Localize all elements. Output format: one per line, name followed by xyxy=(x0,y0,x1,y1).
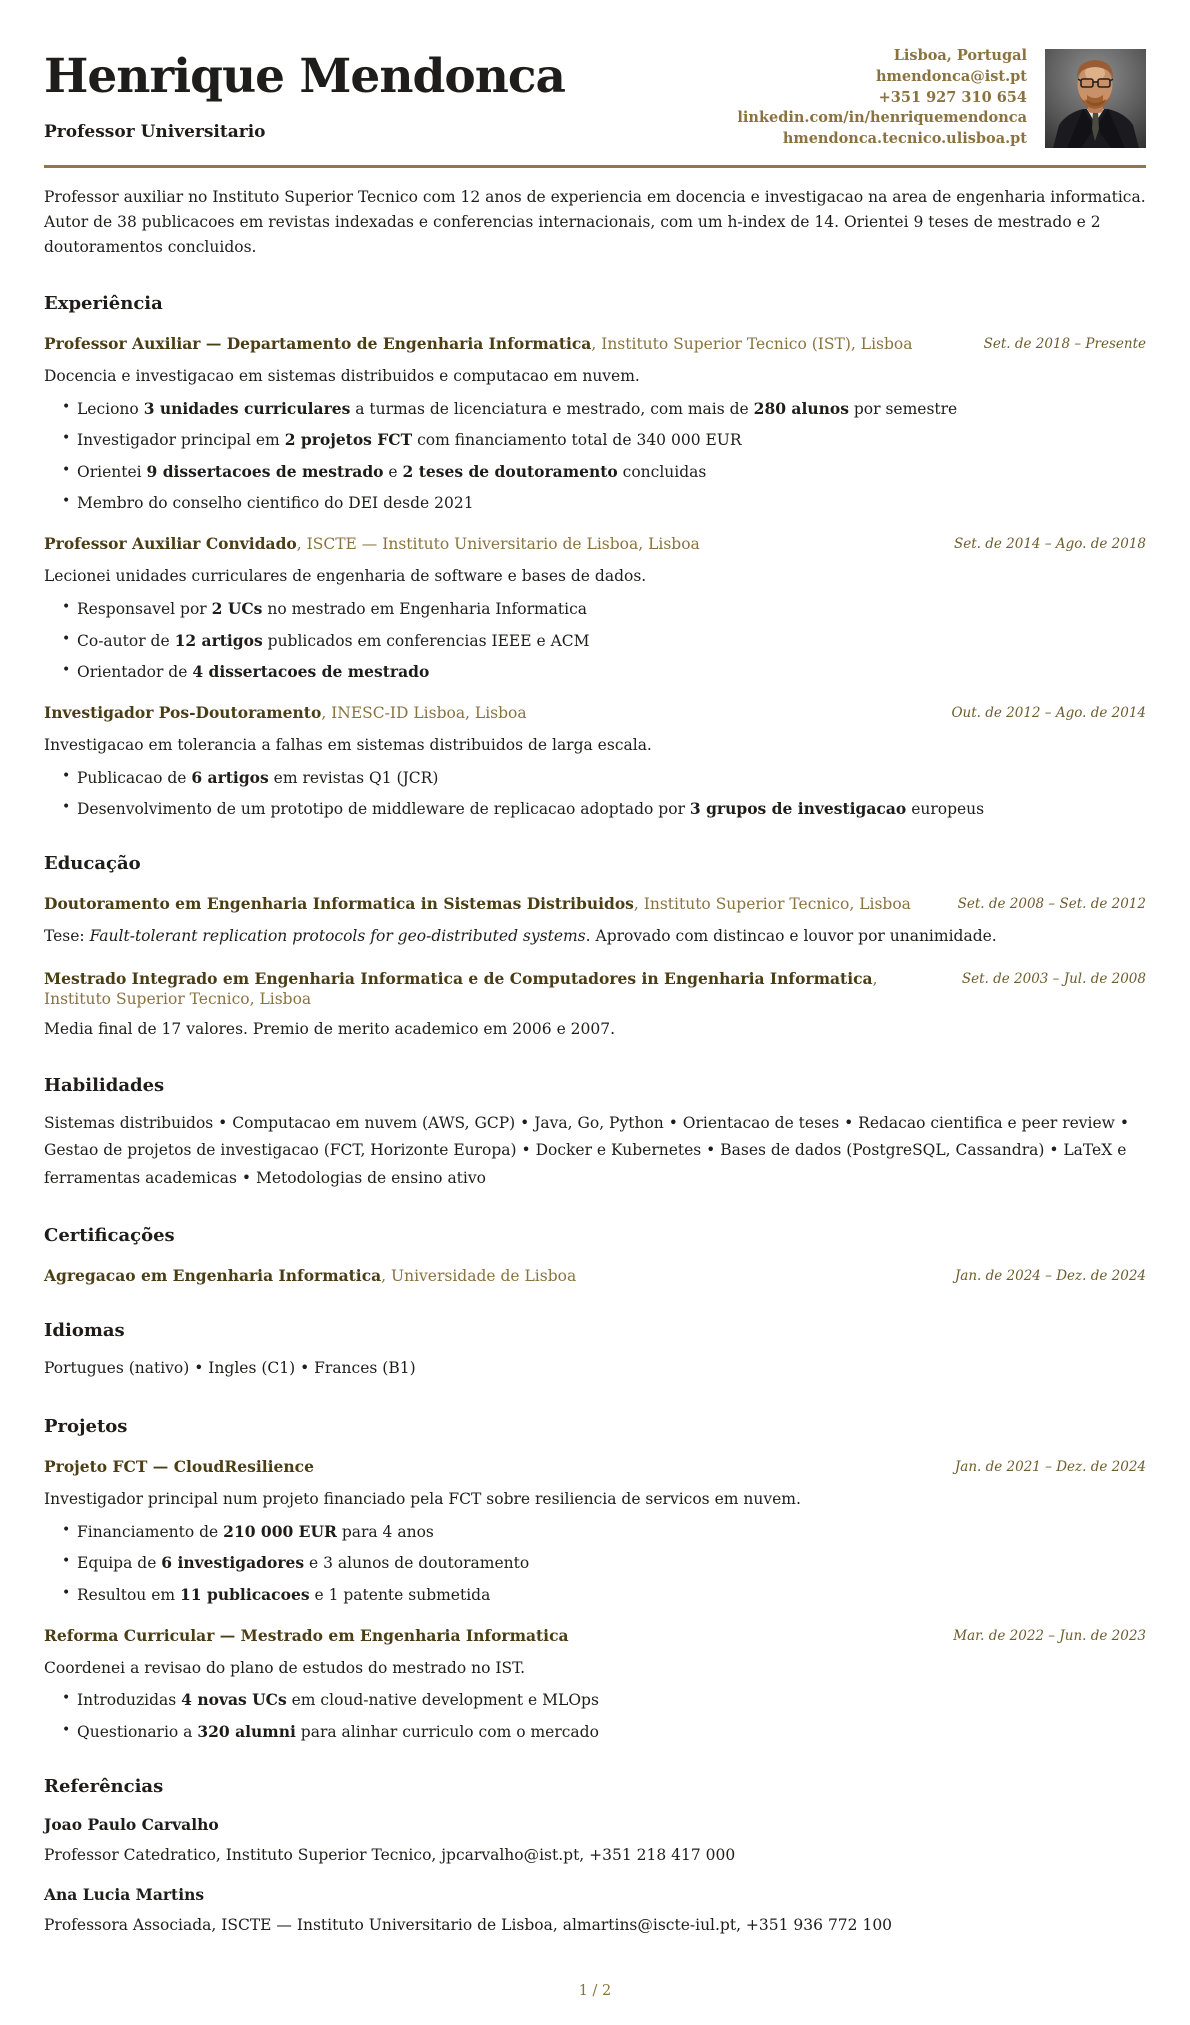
entry-title-line xyxy=(44,969,938,1009)
section-title: Projetos xyxy=(44,1415,128,1437)
entry-organization: , INESC-ID Lisboa, Lisboa xyxy=(321,704,527,723)
entry-head xyxy=(44,334,1146,355)
entry-date: Set. de 2008 – Set. de 2012 xyxy=(957,896,1146,913)
entry-title: Reforma Curricular — Mestrado em Engenharia Informatica xyxy=(44,1625,569,1645)
section-educacao xyxy=(44,853,1146,1041)
idiomas-list: Portugues (nativo) • Ingles (C1) • Frances (B1) xyxy=(44,1359,416,1378)
bullet-item: • Financiamento de 210 000 EUR para 4 anos xyxy=(62,1521,1146,1543)
entry-description: Professora Associada, ISCTE — Instituto Universitario de Lisboa, almartins@iscte-iul.pt, +351 936 772 100 xyxy=(44,1915,893,1934)
entry-description: Media final de 17 valores. Premio de merito academico em 2006 e 2007. xyxy=(44,1020,616,1039)
entry-ana-lucia-martins xyxy=(44,1885,1146,1937)
entry-head xyxy=(44,1626,1146,1647)
entry-description: Docencia e investigacao em sistemas distribuidos e computacao em nuvem. xyxy=(44,367,640,386)
entry-projeto-fct-cloudresilience xyxy=(44,1457,1146,1606)
bullet-item: • Leciono 3 unidades curriculares a turmas de licenciatura e mestrado, com mais de 280 alunos por semestre xyxy=(62,398,1146,420)
section-title: Certificações xyxy=(44,1225,175,1247)
entry-date: Set. de 2018 – Presente xyxy=(983,336,1146,353)
entry-reforma-curricular-mestrado-em-engenharia-informatica xyxy=(44,1626,1146,1743)
entry-description: Professor Catedratico, Instituto Superior Tecnico, jpcarvalho@ist.pt, +351 218 417 000 xyxy=(44,1845,736,1864)
reference-name: Joao Paulo Carvalho xyxy=(44,1814,219,1834)
entry-description: Investigador principal num projeto financiado pela FCT sobre resiliencia de servicos em nuvem. xyxy=(44,1489,801,1508)
entry-professor-auxiliar-convidado xyxy=(44,534,1146,683)
entry-title: Investigador Pos-Doutoramento xyxy=(44,703,322,723)
entry-investigador-pos-doutoramento xyxy=(44,703,1146,820)
entry-joao-paulo-carvalho xyxy=(44,1815,1146,1867)
section-certificacoes xyxy=(44,1225,1146,1287)
entry-title-line xyxy=(44,1626,569,1647)
bullet-item: • Orientei 9 dissertacoes de mestrado e 2 teses de doutoramento concluidas xyxy=(62,461,1146,483)
entry-bullets xyxy=(44,767,1146,821)
entry-organization: , Universidade de Lisboa xyxy=(381,1267,577,1286)
bullet-item: • Publicacao de 6 artigos em revistas Q1 (JCR) xyxy=(62,767,1146,789)
entry-date: Set. de 2003 – Jul. de 2008 xyxy=(961,970,1146,987)
contact-line-3: linkedin.com/in/henriquemendonca xyxy=(737,109,1027,127)
bullet-item: • Orientador de 4 dissertacoes de mestrado xyxy=(62,661,1146,683)
entry-title-line xyxy=(44,1266,576,1287)
entry-mestrado-integrado-em-engenharia-informatica-e-de-computadores-in-engenharia-informatica xyxy=(44,969,1146,1042)
entry-head xyxy=(44,969,1146,1009)
entry-professor-auxiliar-departamento-de-engenharia-informatica xyxy=(44,334,1146,514)
entry-organization: , ISCTE — Instituto Universitario de Lisboa, Lisboa xyxy=(296,535,700,554)
bullet-item: • Introduzidas 4 novas UCs em cloud-native development e MLOps xyxy=(62,1689,1146,1711)
header-contact-area xyxy=(737,40,1146,150)
bullet-item: • Equipa de 6 investigadores e 3 alunos de doutoramento xyxy=(62,1552,1146,1574)
section-title: Idiomas xyxy=(44,1320,125,1342)
profile-photo xyxy=(1045,49,1146,148)
section-title: Referências xyxy=(44,1775,164,1797)
entry-title: Professor Auxiliar — Departamento de Engenharia Informatica xyxy=(44,334,592,354)
entry-head xyxy=(44,1457,1146,1478)
section-title: Educação xyxy=(44,853,141,875)
entry-agregacao-em-engenharia-informatica xyxy=(44,1266,1146,1287)
habilidades-list: Sistemas distribuidos • Computacao em nuvem (AWS, GCP) • Java, Go, Python • Orientacao de teses • Redacao cientifica e peer review • Gestao de projetos de investigacao (FCT, Horizonte Europa) • Docker e Kubernetes • Bases de dados (PostgreSQL, Cassandra) • LaTeX e ferramentas academicas • Metodologias de ensino ativo xyxy=(44,1113,1130,1187)
entry-organization: , Instituto Superior Tecnico, Lisboa xyxy=(44,969,878,1009)
entry-title-line xyxy=(44,1457,314,1478)
entry-title-line xyxy=(44,534,700,555)
entry-head xyxy=(44,703,1146,724)
entry-title-line xyxy=(44,1815,219,1836)
entry-head xyxy=(44,1266,1146,1287)
section-referencias xyxy=(44,1776,1146,1937)
bullet-item: • Investigador principal em 2 projetos FCT com financiamento total de 340 000 EUR xyxy=(62,429,1146,451)
section-title: Experiência xyxy=(44,293,163,315)
entry-date: Out. de 2012 – Ago. de 2014 xyxy=(951,705,1146,722)
entry-bullets xyxy=(44,598,1146,683)
entry-bullets xyxy=(44,398,1146,515)
entry-head xyxy=(44,894,1146,915)
summary-text: Professor auxiliar no Instituto Superior Tecnico com 12 anos de experiencia em docencia e investigacao na area de engenharia informatica. Autor de 38 publicacoes em revistas indexadas e conferencias internacionais, com um h-index de 14. Orientei 9 teses de mestrado e 2 doutoramentos concluidos. xyxy=(44,187,1146,257)
entry-organization: , Instituto Superior Tecnico (IST), Lisboa xyxy=(591,335,913,354)
entry-title: Agregacao em Engenharia Informatica xyxy=(44,1266,382,1286)
entry-head xyxy=(44,1885,1146,1906)
section-title: Habilidades xyxy=(44,1074,165,1096)
entry-doutoramento-em-engenharia-informatica-in-sistemas-distribuidos xyxy=(44,894,1146,948)
entry-title: Projeto FCT — CloudResilience xyxy=(44,1456,314,1476)
bullet-item: • Co-autor de 12 artigos publicados em conferencias IEEE e ACM xyxy=(62,630,1146,652)
section-projetos xyxy=(44,1416,1146,1743)
contact-line-4: hmendonca.tecnico.ulisboa.pt xyxy=(782,130,1027,148)
person-name: Henrique Mendonca xyxy=(44,49,565,104)
entry-title-line xyxy=(44,894,911,915)
entry-description: Lecionei unidades curriculares de engenharia de software e bases de dados. xyxy=(44,567,647,586)
entry-title-line xyxy=(44,334,912,355)
section-idiomas xyxy=(44,1320,1146,1383)
entry-organization: , Instituto Superior Tecnico, Lisboa xyxy=(633,895,911,914)
entry-title: Mestrado Integrado em Engenharia Informatica e de Computadores in Engenharia Informatica xyxy=(44,968,873,988)
entry-bullets xyxy=(44,1521,1146,1606)
entry-head xyxy=(44,534,1146,555)
section-experiencia xyxy=(44,293,1146,820)
contact-line-1: hmendonca@ist.pt xyxy=(876,67,1027,85)
entry-date: Jan. de 2021 – Dez. de 2024 xyxy=(954,1458,1146,1475)
entry-date: Set. de 2014 – Ago. de 2018 xyxy=(954,536,1146,553)
entry-head xyxy=(44,1815,1146,1836)
entry-bullets xyxy=(44,1689,1146,1743)
header-identity xyxy=(44,40,565,142)
reference-name: Ana Lucia Martins xyxy=(44,1884,205,1904)
bullet-item: • Questionario a 320 alumni para alinhar curriculo com o mercado xyxy=(62,1721,1146,1743)
person-role: Professor Universitario xyxy=(44,122,266,143)
entry-title-line xyxy=(44,1885,204,1906)
contact-line-2: +351 927 310 654 xyxy=(878,88,1027,106)
profile-photo-image xyxy=(1045,49,1146,148)
contact-line-0: Lisboa, Portugal xyxy=(893,47,1027,64)
entry-title: Doutoramento em Engenharia Informatica in Sistemas Distribuidos xyxy=(44,894,634,914)
entry-date: Mar. de 2022 – Jun. de 2023 xyxy=(953,1627,1146,1644)
contact-block xyxy=(737,40,1027,150)
entry-description: Coordenei a revisao do plano de estudos do mestrado no IST. xyxy=(44,1658,526,1677)
section-habilidades xyxy=(44,1075,1146,1193)
entry-description: Tese: Fault-tolerant replication protocols for geo-distributed systems. Aprovado com distincao e louvor por unanimidade. xyxy=(44,927,997,946)
entry-description: Investigacao em tolerancia a falhas em sistemas distribuidos de larga escala. xyxy=(44,736,652,755)
page-number: 1 / 2 xyxy=(578,1983,612,2000)
bullet-item: • Desenvolvimento de um prototipo de middleware de replicacao adoptado por 3 grupos de investigacao europeus xyxy=(62,798,1146,820)
resume-sections xyxy=(44,260,1146,1937)
entry-date: Jan. de 2024 – Dez. de 2024 xyxy=(954,1268,1146,1285)
resume-header xyxy=(44,40,1146,150)
bullet-item: • Membro do conselho cientifico do DEI desde 2021 xyxy=(62,492,1146,514)
bullet-item: • Responsavel por 2 UCs no mestrado em Engenharia Informatica xyxy=(62,598,1146,620)
entry-title: Professor Auxiliar Convidado xyxy=(44,534,297,554)
bullet-item: • Resultou em 11 publicacoes e 1 patente submetida xyxy=(62,1584,1146,1606)
entry-title-line xyxy=(44,703,527,724)
header-divider xyxy=(44,165,1146,168)
